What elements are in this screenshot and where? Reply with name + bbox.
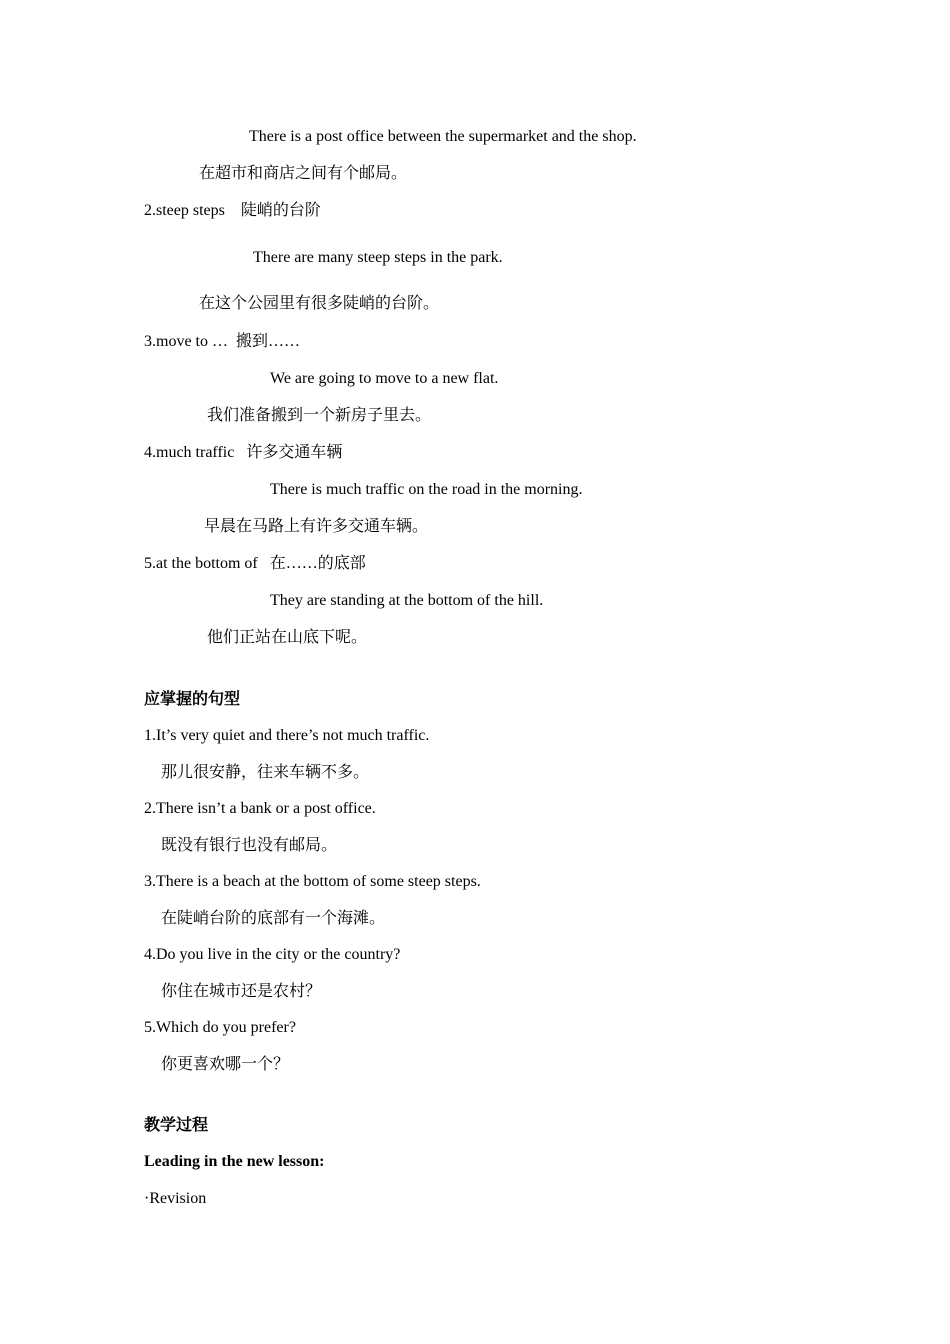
sentence-2-en: 2.There isn’t a bank or a post office.: [144, 800, 376, 817]
phrase-3-example-zh: 我们准备搬到一个新房子里去。: [207, 407, 432, 424]
sentence-3-en: 3.There is a beach at the bottom of some steep steps.: [144, 873, 481, 890]
phrase-2-example-zh: 在这个公园里有很多陡峭的台阶。: [199, 295, 440, 312]
phrase-4: 4.much traffic 许多交通车辆: [144, 444, 343, 461]
leading-heading: Leading in the new lesson:: [144, 1153, 325, 1170]
sentence-1-en: 1.It’s very quiet and there’s not much traffic.: [144, 727, 430, 744]
phrase-5-example-zh: 他们正站在山底下呢。: [207, 629, 368, 646]
sentence-3-zh: 在陡峭台阶的底部有一个海滩。: [161, 910, 386, 927]
phrase-1-example-zh: 在超市和商店之间有个邮局。: [199, 165, 408, 182]
phrase-3: 3.move to … 搬到……: [144, 333, 300, 350]
phrase-2-example-en: There are many steep steps in the park.: [253, 249, 503, 266]
phrase-1-example-en: There is a post office between the supermarket and the shop.: [249, 128, 637, 145]
phrase-4-example-zh: 早晨在马路上有许多交通车辆。: [204, 518, 429, 535]
sentence-2-zh: 既没有银行也没有邮局。: [161, 837, 338, 854]
sentence-5-zh: 你更喜欢哪一个？: [161, 1056, 290, 1073]
phrase-3-example-en: We are going to move to a new flat.: [270, 370, 499, 387]
sentence-4-zh: 你住在城市还是农村？: [161, 983, 322, 1000]
phrase-4-example-en: There is much traffic on the road in the morning.: [270, 481, 583, 498]
process-heading: 教学过程: [144, 1117, 209, 1134]
sentence-1-zh: 那儿很安静，往来车辆不多。: [161, 764, 370, 781]
revision-item: ·Revision: [144, 1190, 207, 1207]
phrase-2: 2.steep steps 陡峭的台阶: [144, 202, 321, 219]
phrase-5: 5.at the bottom of 在……的底部: [144, 555, 366, 572]
sentence-4-en: 4.Do you live in the city or the country?: [144, 946, 401, 963]
sentences-heading: 应掌握的句型: [144, 691, 241, 708]
sentence-5-en: 5.Which do you prefer?: [144, 1019, 296, 1036]
phrase-5-example-en: They are standing at the bottom of the hill.: [270, 592, 544, 609]
